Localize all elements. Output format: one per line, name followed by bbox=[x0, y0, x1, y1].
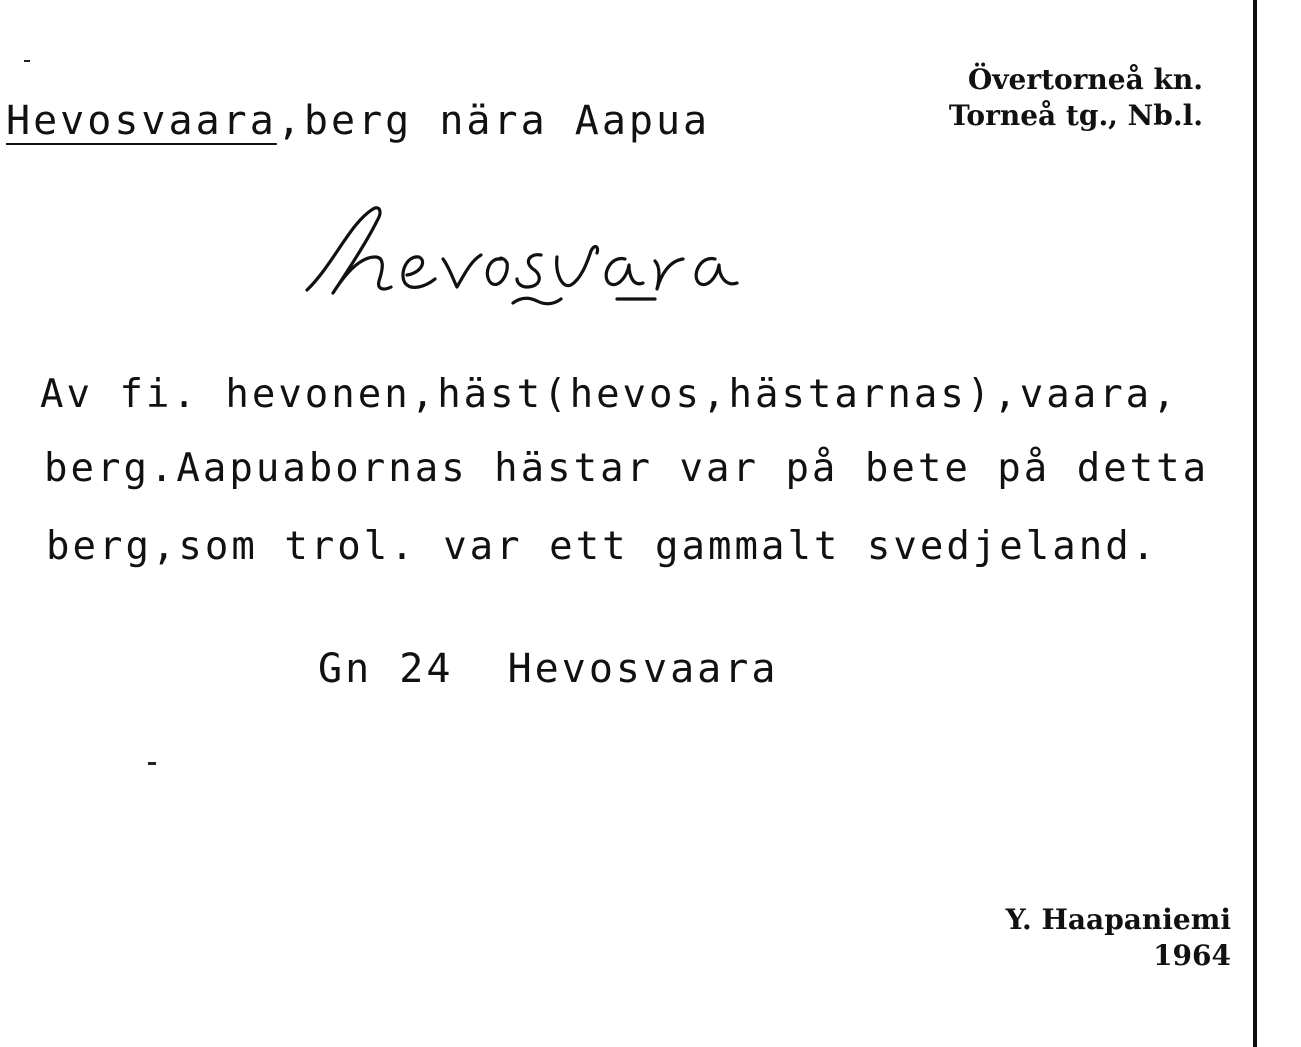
collection-year: 1964 bbox=[1153, 939, 1231, 972]
district-line: Torneå tg., Nb.l. bbox=[948, 99, 1203, 132]
parish-stamp bbox=[949, 62, 1203, 134]
parish-line: Övertorneå kn. bbox=[967, 63, 1203, 96]
headword: Hevosvaara bbox=[6, 98, 277, 144]
explanation-line: berg.Aapuabornas hästar var på bete på detta bbox=[44, 446, 1210, 491]
explanation-line: Av fi. hevonen,häst(hevos,hästarnas),vaara, bbox=[40, 372, 1179, 417]
map-reference: Gn 24 Hevosvaara bbox=[318, 646, 779, 692]
handwritten-dialect-form bbox=[295, 195, 875, 330]
collector-name: Y. Haapaniemi bbox=[1005, 903, 1231, 936]
collector-stamp bbox=[1006, 902, 1231, 974]
headword-line bbox=[6, 98, 710, 144]
speck bbox=[24, 60, 30, 62]
card-edge-line bbox=[1253, 0, 1257, 1047]
explanation-line: berg,som trol. var ett gammalt svedjeland. bbox=[46, 524, 1159, 569]
speck bbox=[148, 762, 156, 765]
headword-description: ,berg nära Aapua bbox=[276, 98, 711, 144]
